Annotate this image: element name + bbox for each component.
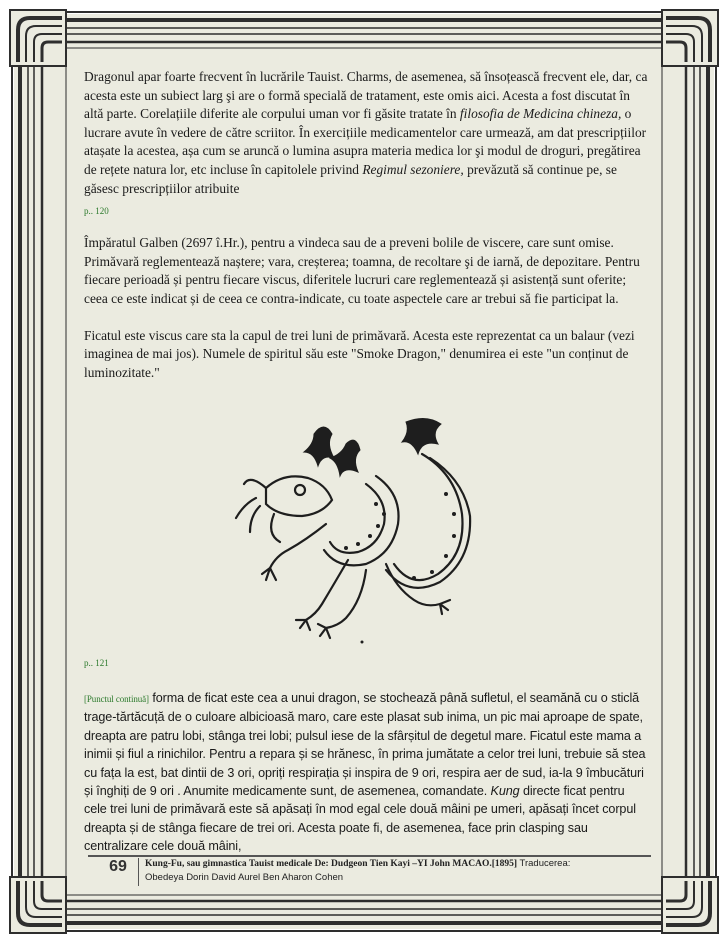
page-reference-121[interactable]: p.. 121	[84, 658, 109, 668]
dragon-illustration-icon	[226, 414, 496, 646]
page-number: 69	[109, 858, 127, 875]
italic-kung: Kung	[490, 784, 520, 799]
liver-paragraph: Ficatul este viscus care sta la capul de trei luni de primăvară. Acesta este reprezentat ca un balaur (vezi imaginea de mai jos). Numele de spiritul său este "Smoke Dragon," denumirea ei este "un conținut de luminozitate."	[84, 327, 635, 380]
footer-translator: Obedeya Dorin David Aurel Ben Aharon Cohen	[145, 872, 344, 883]
italic-section-title: Regimul sezoniere,	[362, 161, 464, 177]
emperor-paragraph: Împăratul Galben (2697 î.Hr.), pentru a vindeca sau de a preveni bolile de viscere, care sunt omise. Primăvară reglementează naștere; vara, creșterea; toamna, de recoltare şi de iarnă, de depozitare. Pentru fiecare perioadă și pentru fiecare viscus, diferitele lucruri care reglementează și asistență sunt oferite; ceea ce este indicat și de ceea ce contra-indicate, cu toate aspectele care ar trebui să fie participat la.	[84, 235, 640, 306]
footer-translation-label: Traducerea:	[517, 858, 571, 869]
liver-form-paragraph: [Punctul continuă] forma de ficat este cea a unui dragon, se stochează până sufletul, el seamănă cu o sticlă trage-tărtăcuță de o culoare albicioasă maro, care este plasat sub inima, un pic mai aproape de spate, dreapta are patru lobi, stânga trei lobi; pulsul iese de la sfârșitul de degetul mare. Ficatul este mama a inimii și fiul a rinichilor. Pentru a repara și se hrănesc, în prima jumătate a celor trei luni, trebuie să stea cu fața la est, bat dintii de 3 ori, opriți respirația și inspira de 9 ori, respira aer de sud, ia-la 9 îmbucături și înghiți de 9 ori . Anumite medicamente sunt, de asemenea, comandate. Kung directe ficat pentru cele trei luni de primăvară este să apăsați în mod egal cele două mâini pe umeri, apăsați încet corpul dreapta și de stânga fiecare de trei ori. Acesta poate fi, de asemenea, face prin clasping sau centralizare cele două mâini,	[84, 691, 646, 854]
main-content	[84, 68, 648, 382]
italic-book-title: filosofia de Medicina chineza,	[459, 106, 622, 122]
footer-credits	[145, 857, 650, 885]
intro-paragraph: Dragonul apar foarte frecvent în lucrările Tauist. Charms, de asemenea, să însoțească frecvent ele, dar, ca acesta este un subiect larg şi are o formă specială de tratament, este omis aici. Acesta a fost discutat în altă parte. Corelațiile diferite ale corpului uman vor fi găsite tratate în filosofia de Medicina chineza, o lucrare avute în vedere de către scriitor. În exercițiile medicamentelor care urmează, am dat prescripțiilor atașate la acestea, așa cum se aruncă o lumina asupra materia medica lor şi modul de droguri, pregătirea de rețete natura lor, etc incluse în capitolele privind Regimul sezoniere, prevăzută să continue pe, se găsesc prescripțiilor atribuite	[84, 69, 648, 196]
continued-label[interactable]: [Punctul continuă]	[84, 694, 149, 704]
page-reference-120[interactable]: p.. 120	[84, 206, 109, 217]
footer-separator	[138, 858, 139, 886]
footer-book-title: Kung-Fu, sau gimnastica Tauist medicale De: Dudgeon Tien Kayi –YI John MACAO.[1895]	[145, 859, 518, 869]
continuation-section	[84, 658, 648, 856]
